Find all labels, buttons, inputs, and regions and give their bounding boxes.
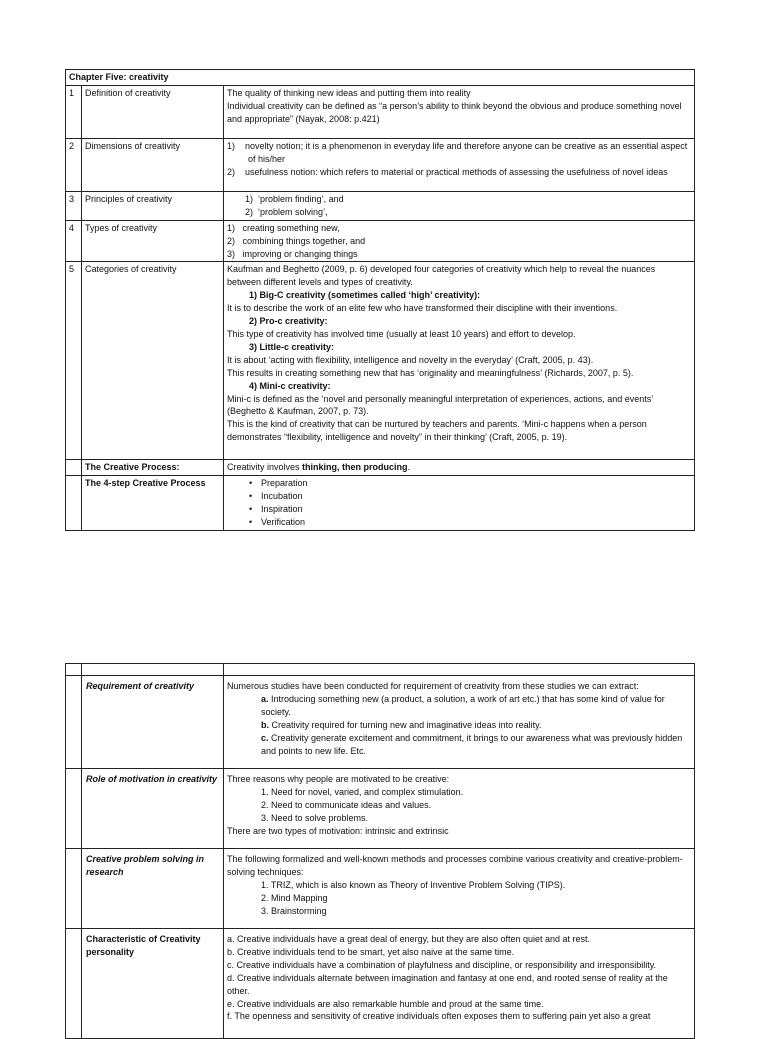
- row-content: Creativity involves thinking, then producing.: [224, 460, 695, 476]
- table-row: 4 Types of creativity 1) creating something new, 2) combining things together, and 3) improving or changing things: [66, 220, 695, 262]
- creativity-table-2: [65, 663, 695, 1039]
- row-label: Principles of creativity: [82, 191, 224, 220]
- table-title: Chapter Five: creativity: [66, 70, 695, 86]
- row-content: 1) novelty notion; it is a phenomenon in everyday life and therefore anyone can be creative as an essential aspect of his/her 2) usefulness notion: which refers to material or practical methods of assessing the usefulness of novel ideas: [224, 138, 695, 191]
- table-title-row: [66, 70, 695, 86]
- row-label: Role of motivation in creativity: [82, 769, 224, 849]
- table-row: 5 Categories of creativity Kaufman and Beghetto (2009, p. 6) developed four categories of creativity which help to reveal the nuances between different levels and types of creativity. 1) Big-C creativity (sometimes called ‘high’ creativity): It is to describe the work of an elite few who have transformed their discipline with their inventions. 2) Pro-c creativity: This type of creativity has involved time (usually at least 10 years) and effort to develop. 3) Little-c creativity: It is about ‘acting with flexibility, intelligence and novelty in the everyday’ (Craft, 2005, p. 43). This results in creating something new that has ‘originality and meaningfulness’ (Richards, 2007, p. 5). 4) Mini-c creativity: Mini-c is defined as the ‘novel and personally meaningful interpretation of experiences, actions, and events’ (Beghetto & Kaufman, 2007, p. 73). This is the kind of creativity that can be nurtured by teachers and parents. ‘Mini-c happens when a person demonstrates “flexibility, intelligence and novelty” in their thinking’ (Craft, 2005, p. 19).: [66, 262, 695, 460]
- row-content: a. Creative individuals have a great deal of energy, but they are also often quiet and at rest. b. Creative individuals tend to be smart, yet also naive at the same time. c. Creative individuals have a combination of playfulness and discipline, or responsibility and irresponsibility. d. Creative individuals alternate between imagination and fantasy at one end, and rooted sense of reality at the other. e. Creative individuals are also remarkable humble and proud at the same time. f. The openness and sensitivity of creative individuals often exposes them to suffering pain yet also a great: [224, 929, 695, 1039]
- table-header-row: [66, 664, 695, 676]
- table-row: 2 Dimensions of creativity 1) novelty notion; it is a phenomenon in everyday life and therefore anyone can be creative as an essential aspect of his/her 2) usefulness notion: which refers to material or practical methods of assessing the usefulness of novel ideas: [66, 138, 695, 191]
- list-item: • Preparation: [249, 478, 308, 489]
- row-label: Creative problem solving in research: [82, 849, 224, 929]
- row-content: Kaufman and Beghetto (2009, p. 6) developed four categories of creativity which help to reveal the nuances between different levels and types of creativity. 1) Big-C creativity (sometimes called ‘high’ creativity): It is to describe the work of an elite few who have transformed their discipline with their inventions. 2) Pro-c creativity: This type of creativity has involved time (usually at least 10 years) and effort to develop. 3) Little-c creativity: It is about ‘acting with flexibility, intelligence and novelty in the everyday’ (Craft, 2005, p. 43). This results in creating something new that has ‘originality and meaningfulness’ (Richards, 2007, p. 5). 4) Mini-c creativity: Mini-c is defined as the ‘novel and personally meaningful interpretation of experiences, actions, and events’ (Beghetto & Kaufman, 2007, p. 73). This is the kind of creativity that can be nurtured by teachers and parents. ‘Mini-c happens when a person demonstrates “flexibility, intelligence and novelty” in their thinking’ (Craft, 2005, p. 19).: [224, 262, 695, 460]
- row-content: Numerous studies have been conducted for requirement of creativity from these studies we can extract: a. Introducing something new (a product, a solution, a work of art etc.) that has some kind of value for society. b. Creativity required for turning new and imaginative ideas into reality. c. Creativity generate excitement and commitment, it brings to our awareness what was previously hidden and points to new life. Etc.: [224, 676, 695, 769]
- list-item: • Verification: [249, 517, 306, 528]
- table-row: 3 Principles of creativity 1) ‘problem finding’, and 2) ‘problem solving’,: [66, 191, 695, 220]
- row-content: 1) ‘problem finding’, and 2) ‘problem solving’,: [224, 191, 695, 220]
- row-content: The quality of thinking new ideas and putting them into reality Individual creativity can be defined as “a person’s ability to think beyond the obvious and produce something novel and appropriate” (Nayak, 2008: p.421): [224, 85, 695, 138]
- row-label: Dimensions of creativity: [82, 138, 224, 191]
- row-label: The 4-step Creative Process: [82, 476, 224, 531]
- row-label: Characteristic of Creativity personality: [82, 929, 224, 1039]
- table-row: [66, 476, 695, 531]
- creativity-table-1: [65, 69, 695, 531]
- list-item: • Incubation: [249, 491, 303, 502]
- row-label: Types of creativity: [82, 220, 224, 262]
- list-item: • Inspiration: [249, 504, 303, 515]
- row-label: Requirement of creativity: [82, 676, 224, 769]
- table-row: [66, 85, 695, 138]
- table-row: [66, 460, 695, 476]
- row-label: Categories of creativity: [82, 262, 224, 460]
- row-label: The Creative Process:: [82, 460, 224, 476]
- row-content: Three reasons why people are motivated to be creative: 1. Need for novel, varied, and complex stimulation. 2. Need to communicate ideas and values. 3. Need to solve problems. There are two types of motivation: intrinsic and extrinsic: [224, 769, 695, 849]
- table-row: [66, 676, 695, 769]
- row-content: 1) creating something new, 2) combining things together, and 3) improving or changing things: [224, 220, 695, 262]
- row-label: Definition of creativity: [82, 85, 224, 138]
- row-number: 1: [66, 85, 82, 138]
- table-row: [66, 769, 695, 849]
- table-row: [66, 929, 695, 1039]
- row-content: The following formalized and well-known methods and processes combine various creativity and creative-problem-solving techniques: 1. TRIZ, which is also known as Theory of Inventive Problem Solving (TIPS). 2. Mind Mapping 3. Brainstorming: [224, 849, 695, 929]
- row-content: [224, 476, 695, 531]
- table-row: [66, 849, 695, 929]
